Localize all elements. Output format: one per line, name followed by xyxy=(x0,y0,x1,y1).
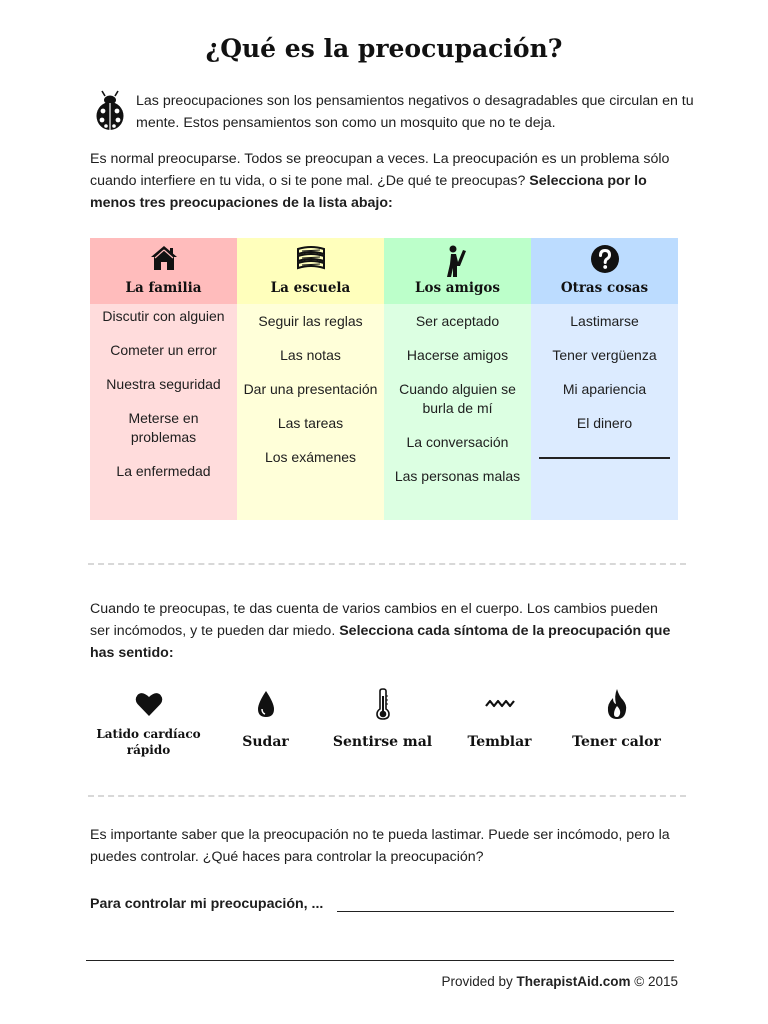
category-label: Otras cosas xyxy=(560,280,649,296)
category-items xyxy=(90,304,237,520)
worry-item[interactable]: Dar una presentación xyxy=(243,381,378,397)
category-label: Los amigos xyxy=(414,280,500,296)
footer-credit xyxy=(441,974,678,989)
heart-icon xyxy=(135,691,163,717)
worry-item[interactable]: Cuando alguien se burla de mí xyxy=(399,381,516,416)
symptoms-row xyxy=(90,686,678,766)
worry-item[interactable]: Mi apariencia xyxy=(562,381,647,397)
worry-categories-table xyxy=(90,238,678,520)
worry-item[interactable]: Las personas malas xyxy=(394,468,521,484)
category-header xyxy=(384,238,531,304)
category-column-school xyxy=(237,238,384,520)
control-prompt: Para controlar mi preocupación, ... xyxy=(90,896,324,912)
symptom-instructions-bold: Selecciona cada síntoma de la preocupación que has sentido: xyxy=(90,623,671,661)
worry-item[interactable]: Discutir con alguien xyxy=(102,308,225,324)
category-label: La escuela xyxy=(270,280,351,296)
worry-instructions xyxy=(90,148,680,214)
section-divider xyxy=(88,563,686,565)
symptom-instructions xyxy=(90,598,680,664)
symptom-instructions-text: Cuando te preocupas, te das cuenta de varios cambios en el cuerpo. Los cambios pueden ser incómodos, y te pueden dar miedo. xyxy=(90,601,658,639)
worry-item[interactable]: Meterse en problemas xyxy=(128,410,199,445)
category-label: La familia xyxy=(125,280,202,296)
worry-item[interactable]: Cometer un error xyxy=(110,342,217,358)
symptom-item[interactable] xyxy=(441,686,558,750)
other-worry-blank-line[interactable] xyxy=(539,457,670,459)
category-header xyxy=(237,238,384,304)
question-icon xyxy=(590,244,620,274)
worry-item[interactable]: Nuestra seguridad xyxy=(106,376,221,392)
worry-instructions-bold: Selecciona por lo menos tres preocupaciones de la lista abajo: xyxy=(90,173,647,211)
control-instructions: Es importante saber que la preocupación no te pueda lastimar. Puede ser incómodo, pero la puedes controlar. ¿Qué haces para controlar la preocupación? xyxy=(90,827,670,865)
category-items xyxy=(237,304,384,520)
worry-item[interactable]: Ser aceptado xyxy=(415,313,500,329)
worry-item[interactable]: Tener vergüenza xyxy=(552,347,657,363)
worry-item[interactable]: El dinero xyxy=(576,415,633,431)
worry-item[interactable]: Lastimarse xyxy=(570,313,639,329)
symptom-label: Sudar xyxy=(242,734,289,750)
house-icon xyxy=(149,244,179,272)
books-icon xyxy=(295,244,327,272)
worry-instructions-text: Es normal preocuparse. Todos se preocupan a veces. La preocupación es un problema sólo cuando interfiere en tu vida, o si te pone mal. ¿De qué te preocupas? xyxy=(90,151,670,189)
worry-item[interactable]: Seguir las reglas xyxy=(258,313,363,329)
symptom-item[interactable] xyxy=(207,686,324,750)
footer-suffix: © 2015 xyxy=(630,974,678,989)
symptom-label: Sentirse mal xyxy=(332,734,433,750)
category-header xyxy=(90,238,237,304)
symptom-item[interactable] xyxy=(90,686,207,758)
category-header xyxy=(531,238,678,304)
worry-item[interactable]: Las tareas xyxy=(277,415,344,431)
flame-icon xyxy=(606,688,628,720)
worry-item[interactable]: La enfermedad xyxy=(116,463,211,479)
symptom-item[interactable] xyxy=(558,686,675,750)
category-column-family xyxy=(90,238,237,520)
worry-item[interactable]: Los exámenes xyxy=(264,449,357,465)
category-column-friends xyxy=(384,238,531,520)
symptom-label: Temblar xyxy=(467,734,532,750)
category-column-other xyxy=(531,238,678,520)
symptom-label: Tener calor xyxy=(572,734,661,750)
worry-item[interactable]: La conversación xyxy=(406,434,509,450)
section-divider xyxy=(88,795,686,797)
wave-icon xyxy=(485,697,515,711)
page-title: ¿Qué es la preocupación? xyxy=(205,34,563,63)
footer-prefix: Provided by xyxy=(441,974,517,989)
ladybug-icon xyxy=(93,90,127,132)
answer-line[interactable] xyxy=(86,960,674,961)
intro-text: Las preocupaciones son los pensamientos negativos o desagradables que circulan en tu mente. Estos pensamientos son como un mosquito que no te deja. xyxy=(136,93,694,131)
thermometer-icon xyxy=(375,688,391,720)
category-items xyxy=(384,304,531,520)
footer-brand: TherapistAid.com xyxy=(516,974,631,989)
category-items xyxy=(531,304,678,520)
answer-line[interactable] xyxy=(337,911,674,912)
symptom-label: Latido cardíaco rápido xyxy=(96,727,201,757)
symptom-item[interactable] xyxy=(324,686,441,750)
worry-item[interactable]: Hacerse amigos xyxy=(406,347,509,363)
waving-person-icon xyxy=(446,244,470,278)
drop-icon xyxy=(256,689,276,719)
worry-item[interactable]: Las notas xyxy=(280,347,341,363)
